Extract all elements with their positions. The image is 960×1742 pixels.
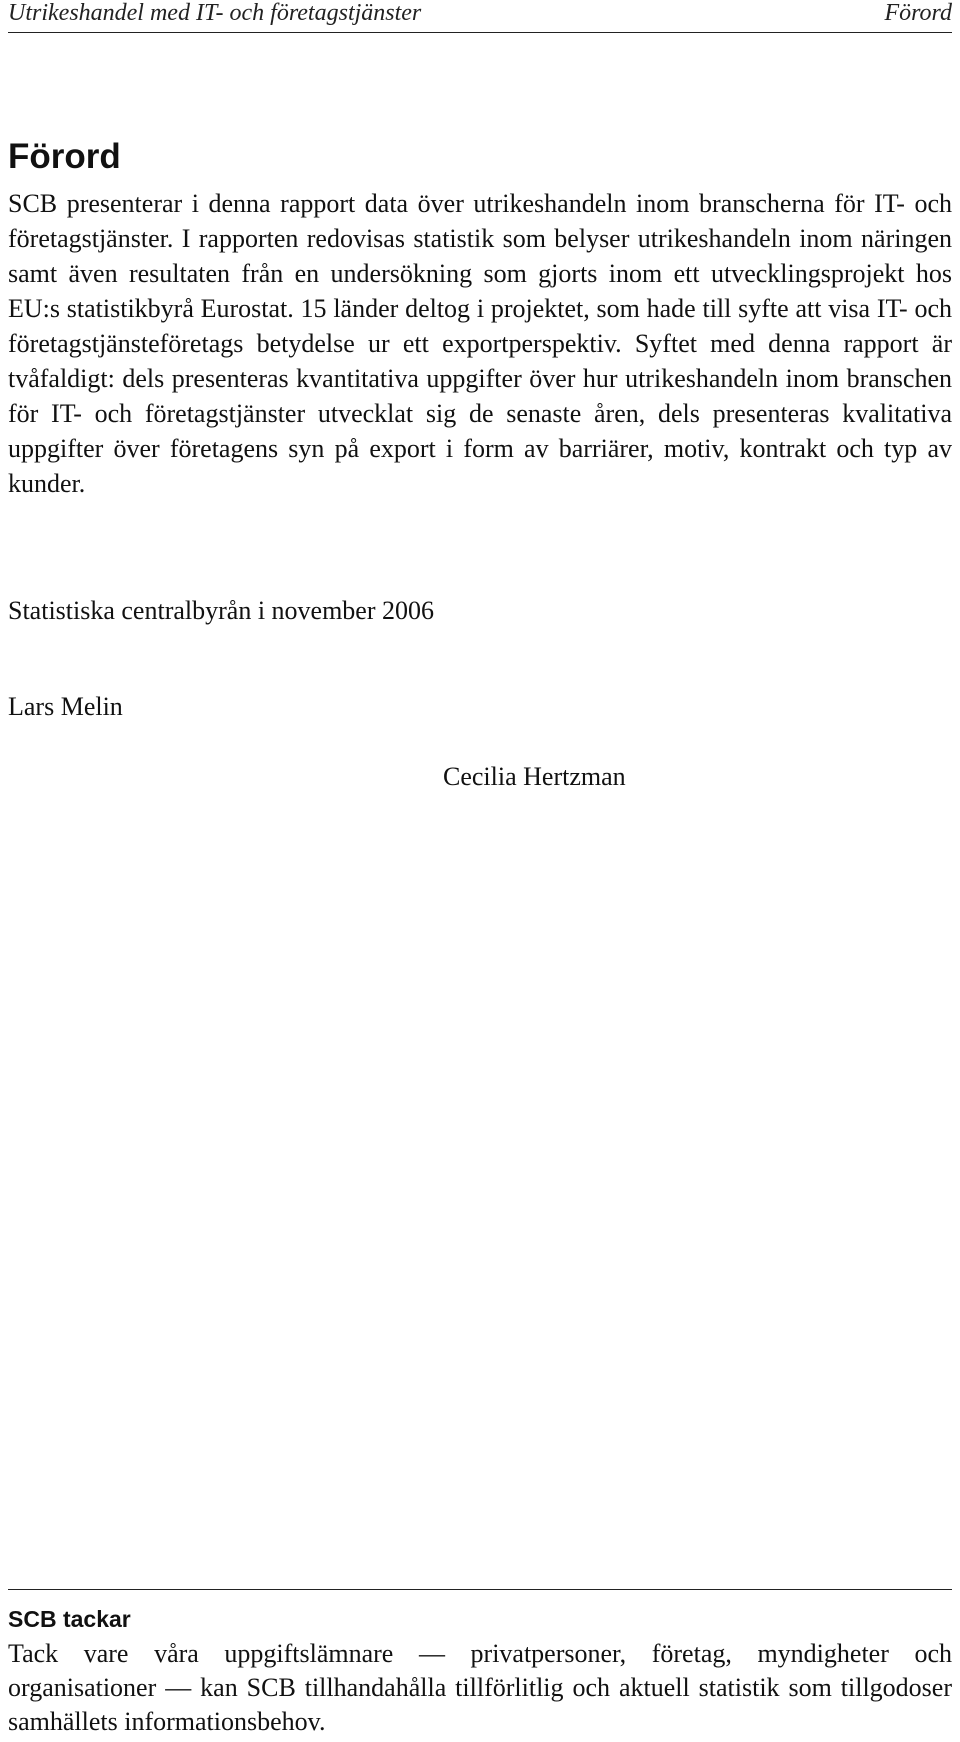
preface-paragraph: SCB presenterar i denna rapport data över utrikeshandeln inom branscherna för IT- och företagstjänster. I rapporten redovisas statistik som belyser utrikeshandeln inom näringen samt även resultaten från en undersökning som gjorts inom ett utvecklingsprojekt hos EU:s statistikbyrå Eurostat. 15 länder deltog i projektet, som hade till syfte att visa IT- och företagstjänsteföretags betydelse ur ett exportperspektiv. Syftet med denna rapport är tvåfaldigt: dels presenteras kvantitativa uppgifter över hur utrikeshandeln inom branschen för IT- och företagstjänster utvecklat sig de senaste åren, dels presenteras kvalitativa uppgifter över företagens syn på export i form av barriärer, motiv, kontrakt och typ av kunder. (8, 189, 952, 498)
place-and-date: Statistiska centralbyrån i november 2006 (8, 596, 435, 625)
thanks-paragraph: Tack vare våra uppgiftslämnare — privatpersoner, företag, myndigheter och organisationer — kan SCB tillhandahålla tillförlitlig och aktuell statistik som tillgodoser samhällets informationsbehov. (8, 1639, 952, 1736)
preface-title: Förord (8, 137, 121, 176)
running-header-section: Förord (884, 0, 952, 26)
footer-divider (8, 1589, 952, 1590)
thanks-heading: SCB tackar (8, 1606, 131, 1632)
running-header (8, 0, 952, 33)
running-header-title: Utrikeshandel med IT- och företagstjänster (8, 0, 422, 26)
signatory-cecilia-hertzman: Cecilia Hertzman (443, 762, 626, 791)
signatory-lars-melin: Lars Melin (8, 692, 123, 721)
